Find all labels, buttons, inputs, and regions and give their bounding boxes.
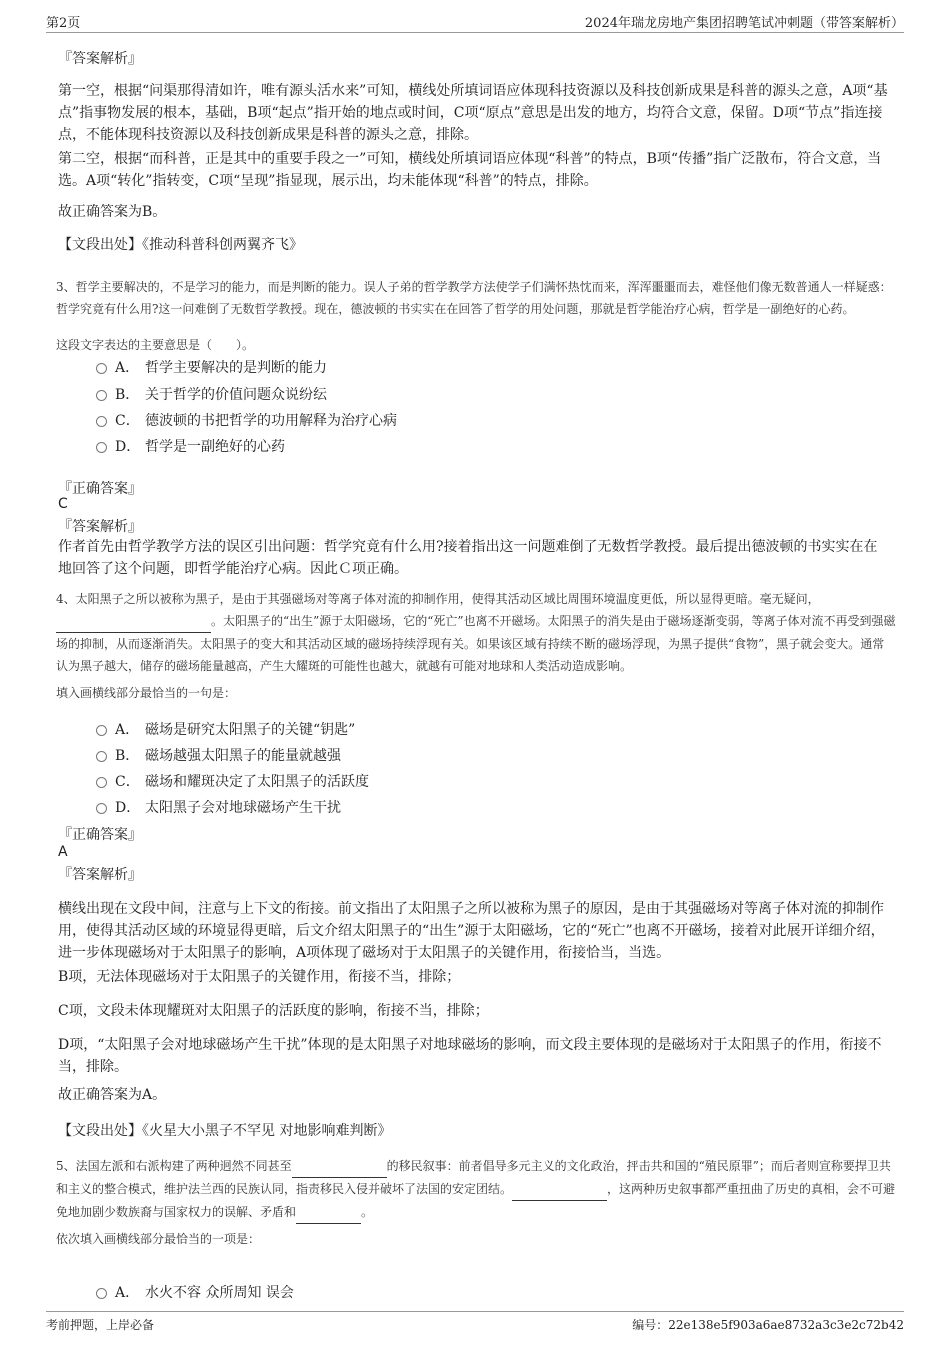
fill-blank [56, 610, 211, 633]
q4-analysis-label: 『答案解析』 [58, 867, 142, 883]
q4-correct-label: 『正确答案』 [58, 827, 142, 843]
page-footer [46, 1311, 904, 1338]
page-header [46, 12, 904, 33]
radio-icon[interactable] [96, 416, 107, 427]
q2-source: 【文段出处】《推动科普科创两翼齐飞》 [58, 237, 303, 253]
q4-option-a[interactable]: A． 磁场是研究太阳黑子的关键“钥匙” [96, 720, 355, 740]
q3-analysis-label: 『答案解析』 [58, 519, 142, 535]
q3-analysis: 作者首先由哲学教学方法的误区引出问题：哲学究竟有什么用?接着指出这一问题难倒了无数哲学教授。最后提出德波顿的书实实在在地回答了这个问题，即哲学能治疗心病。因此Ｃ项正确。 [58, 539, 878, 577]
q2-analysis-para1: 第一空，根据“问渠那得清如许，唯有源头活水来”可知，横线处所填词语应体现科技资源以及科技创新成果是科普的源头之意，A项“基点”指事物发展的根本，基础，B项“起点”指开始的地点或时间，C项“原点”意思是出发的地方，均符合文意，保留。D项“节点”指连接点，不能体现科技资源以及科技创新成果是科普的源头之意，排除。 [58, 83, 888, 143]
q4-analysis-para2: B项，无法体现磁场对于太阳黑子的关键作用，衔接不当，排除； [58, 969, 461, 985]
q4-option-c[interactable]: C． 磁场和耀斑决定了太阳黑子的活跃度 [96, 772, 369, 792]
fill-blank [296, 1201, 361, 1224]
q3-option-d[interactable]: D． 哲学是一副绝好的心药 [96, 437, 285, 457]
q3-ask: 这段文字表达的主要意思是（ ）。 [56, 338, 255, 352]
q3-option-c[interactable]: C． 德波顿的书把哲学的功用解释为治疗心病 [96, 411, 397, 431]
q4-analysis-para1: 横线出现在文段中间，注意与上下文的衔接。前文指出了太阳黑子之所以被称为黑子的原因，是由于其强磁场对等离子体对流的抑制作用，使得其活动区域的环境显得更暗，后文介绍太阳黑子的“出生”源于太阳磁场，它的“死亡”也离不开磁场，接着对此展开详细介绍，进一步体现磁场对于太阳黑子的影响，A项体现了磁场对于太阳黑子的关键作用，衔接恰当，当选。 [58, 901, 885, 961]
q5-option-a[interactable]: A． 水火不容 众所周知 误会 [96, 1283, 294, 1303]
q4-analysis-para3: C项，文段未体现耀斑对太阳黑子的活跃度的影响，衔接不当，排除； [58, 1003, 489, 1019]
radio-icon[interactable] [96, 777, 107, 788]
q2-analysis-label: 『答案解析』 [58, 51, 142, 67]
q5-stem: 5、法国左派和右派构建了两种迥然不同甚至 的移民叙事：前者倡导多元主义的文化政治，抨击共和国的“殖民原罪”；而后者则宣称要捍卫共和主义的整合模式，维护法兰西的民族认同，指责移民入侵并破坏了法国的安定团结。 ，这两种历史叙事都严重扭曲了历史的真相，会不可避免地加剧少数族裔与国家权力的误解、矛盾和 。 [56, 1155, 896, 1224]
q4-answer: A [58, 844, 68, 860]
q4-stem: 4、太阳黑子之所以被称为黑子，是由于其强磁场对等离子体对流的抑制作用，使得其活动区域比周围环境温度更低，所以显得更暗。毫无疑问， 。太阳黑子的“出生”源于太阳磁场，它的“死亡”也离不开磁场。太阳黑子的消失是由于磁场逐渐变弱，等离子体对流不再受到强磁场的抑制，从而逐渐消失。太阳黑子的变大和其活动区域的磁场持续浮现有关。如果该区域有持续不断的磁场浮现，为黑子提供“食物”，黑子就会变大。通常认为黑子越大，储存的磁场能量越高，产生大耀斑的可能性也越大，就越有可能对地球和人类活动造成影响。 [56, 592, 896, 673]
q3-stem: 3、哲学主要解决的，不是学习的能力，而是判断的能力。误人子弟的哲学教学方法使学子们满怀热忱而来，浑浑噩噩而去，难怪他们像无数普通人一样疑惑：哲学究竟有什么用?这一问难倒了无数哲学教授。现在，德波顿的书实实在在回答了哲学的用处问题，那就是哲学能治疗心病，哲学是一副绝好的心药。 [56, 280, 892, 316]
radio-icon[interactable] [96, 803, 107, 814]
footer-slogan: 考前押题，上岸必备 [46, 1318, 155, 1332]
q4-source: 【文段出处】《火星大小黑子不罕见 对地影响难判断》 [58, 1123, 392, 1139]
q2-conclusion: 故正确答案为B。 [58, 204, 167, 220]
radio-icon[interactable] [96, 363, 107, 374]
radio-icon[interactable] [96, 442, 107, 453]
page-number: 第2页 [46, 16, 81, 31]
document-title: 2024年瑞龙房地产集团招聘笔试冲刺题（带答案解析） [584, 16, 904, 31]
q2-analysis-para2: 第二空，根据“而科普，正是其中的重要手段之一”可知，横线处所填词语应体现“科普”的特点，B项“传播”指广泛散布，符合文意，当选。A项“转化”指转变，C项“呈现”指显现，展示出，均未能体现“科普”的特点，排除。 [58, 151, 882, 189]
fill-blank [292, 1155, 387, 1178]
q4-ask: 填入画横线部分最恰当的一句是： [56, 686, 237, 700]
radio-icon[interactable] [96, 390, 107, 401]
q5-ask: 依次填入画横线部分最恰当的一项是： [56, 1232, 261, 1246]
q3-option-a[interactable]: A． 哲学主要解决的是判断的能力 [96, 358, 327, 378]
q3-correct-label: 『正确答案』 [58, 481, 142, 497]
radio-icon[interactable] [96, 1288, 107, 1299]
q4-analysis-para4: D项，“太阳黑子会对地球磁场产生干扰”体现的是太阳黑子对地球磁场的影响，而文段主要体现的是磁场对于太阳黑子的作用，衔接不当，排除。 [58, 1037, 882, 1075]
fill-blank [512, 1178, 607, 1201]
q3-option-b[interactable]: B． 关于哲学的价值问题众说纷纭 [96, 385, 327, 405]
radio-icon[interactable] [96, 725, 107, 736]
q3-answer: C [58, 496, 68, 512]
q4-option-d[interactable]: D． 太阳黑子会对地球磁场产生干扰 [96, 798, 341, 818]
q4-option-b[interactable]: B． 磁场越强太阳黑子的能量就越强 [96, 746, 341, 766]
q4-conclusion: 故正确答案为A。 [58, 1087, 167, 1103]
radio-icon[interactable] [96, 751, 107, 762]
footer-id: 编号：22e138e5f903a6ae8732a3c3e2c72b42 [632, 1318, 904, 1332]
